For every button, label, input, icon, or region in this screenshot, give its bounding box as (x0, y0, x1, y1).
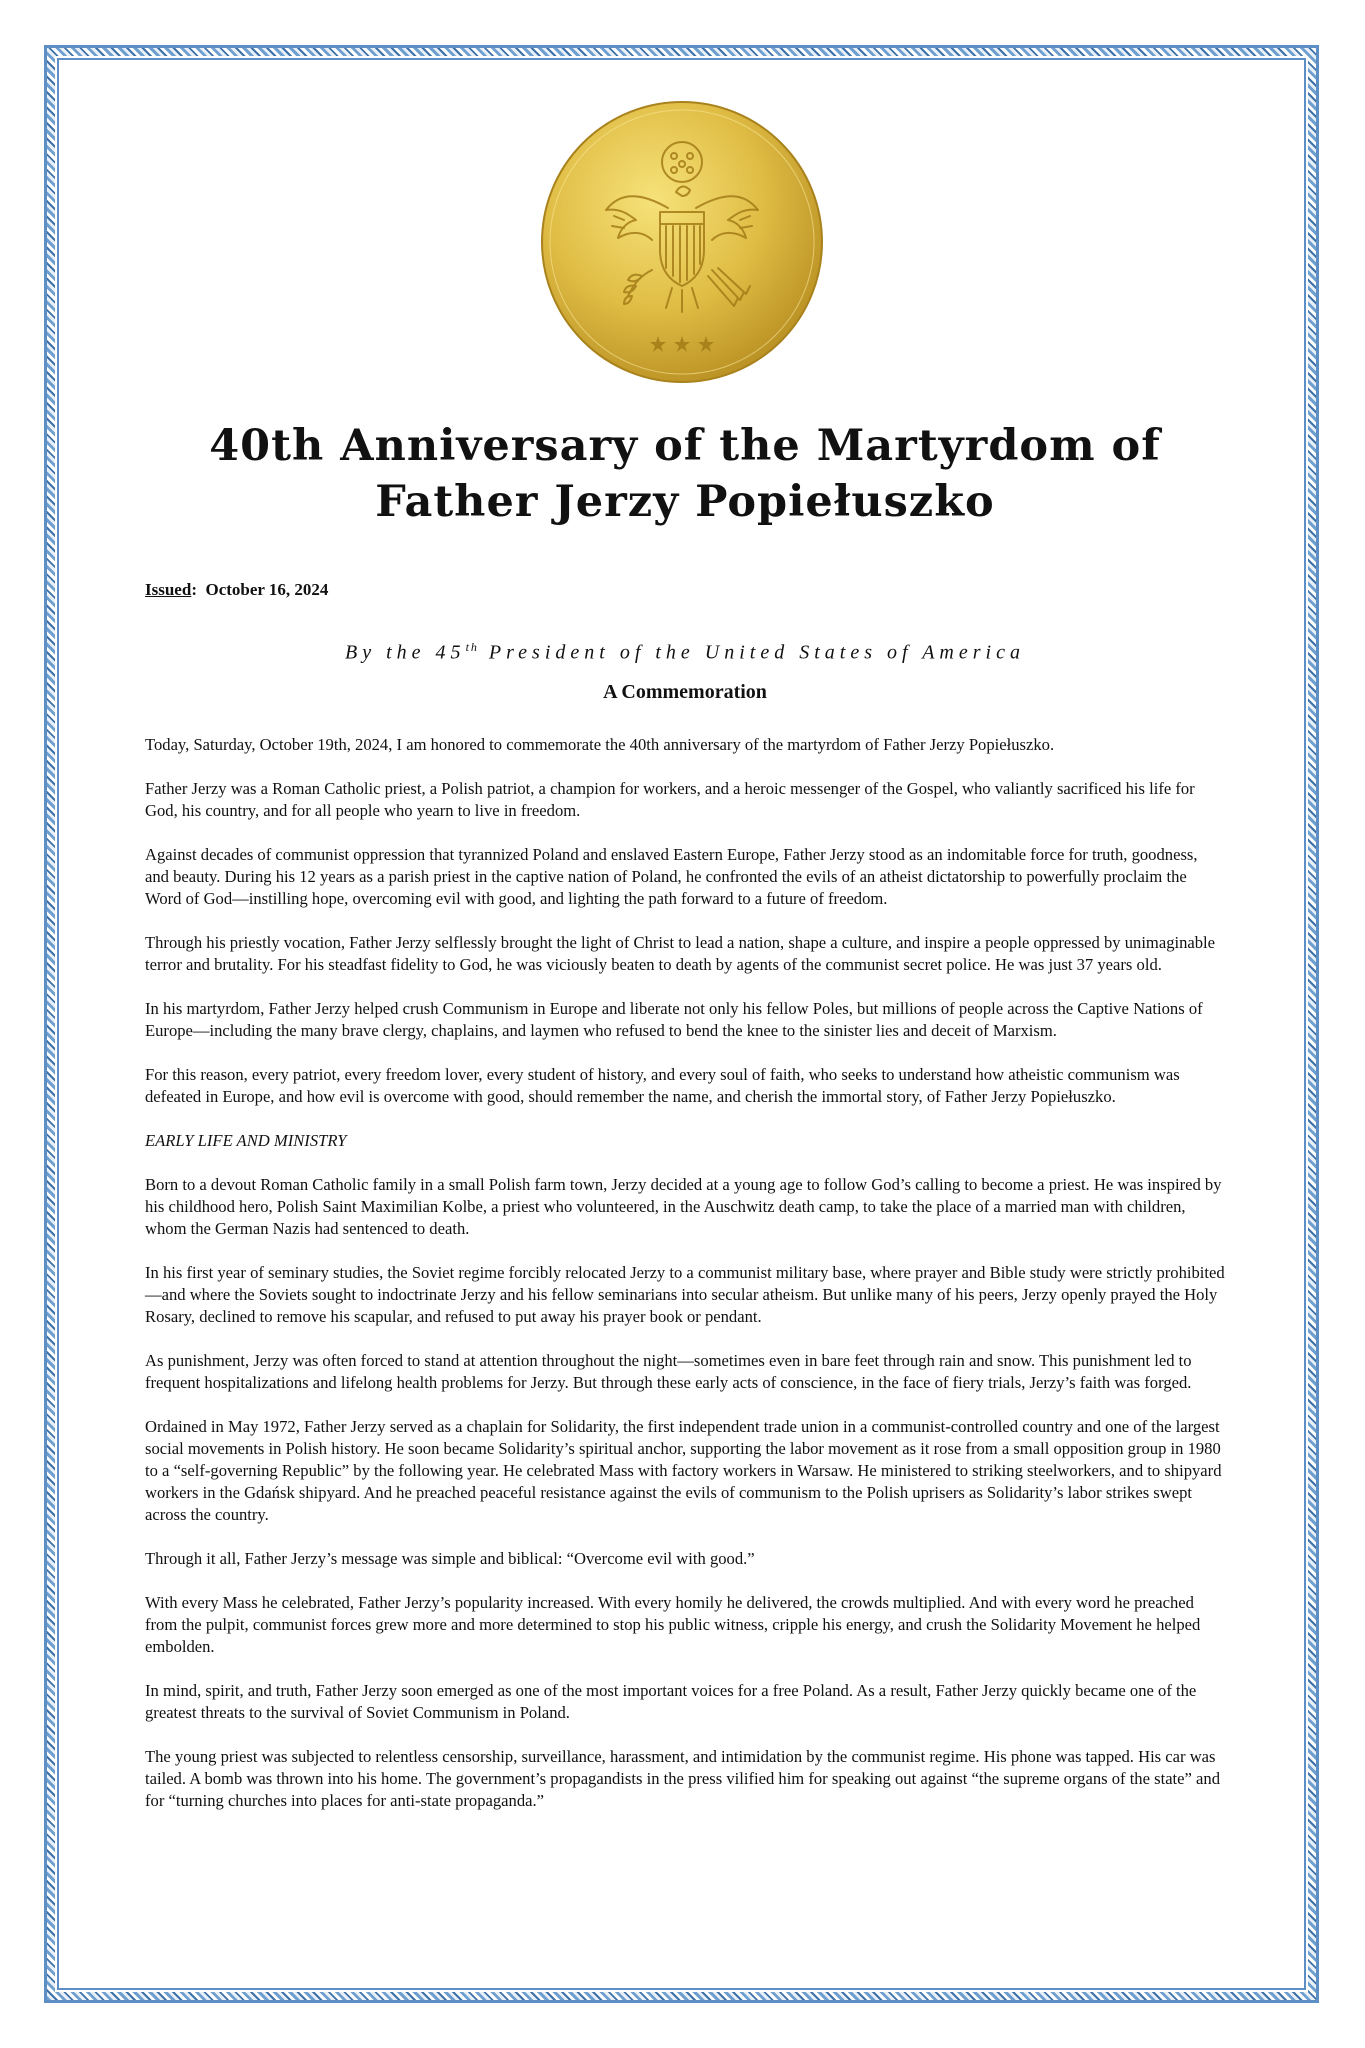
paragraph: Against decades of communist oppression that tyrannized Poland and enslaved Eastern Europe, Father Jerzy stood as an indomitable force for truth, goodness, and beauty. During his 12 years as a parish priest in the captive nation of Poland, he confronted the evils of an atheist dictatorship to powerfully proclaim the Word of God—instilling hope, overcoming evil with good, and lighting the path forward to a future of freedom. (145, 844, 1198, 908)
paragraph: Through it all, Father Jerzy’s message was simple and biblical: “Overcome evil with good.” (145, 1548, 755, 1568)
page-title (145, 418, 1225, 530)
great-seal-eagle-icon (540, 100, 824, 384)
paragraph: In mind, spirit, and truth, Father Jerzy soon emerged as one of the most important voices for a free Poland. As a result, Father Jerzy quickly became one of the greatest threats to the survival of Soviet Communism in Poland. (145, 1680, 1197, 1722)
issued-date-line (145, 580, 1225, 600)
paragraph: Father Jerzy was a Roman Catholic priest, a Polish patriot, a champion for workers, and a heroic messenger of the Gospel, who valiantly sacrificed his life for God, his country, and for all people who yearn to live in freedom. (145, 778, 1195, 820)
body-text (145, 734, 1225, 1812)
paragraph: Born to a devout Roman Catholic family in a small Polish farm town, Jerzy decided at a young age to follow God’s calling to become a priest. He was inspired by his childhood hero, Polish Saint Maximilian Kolbe, a priest who volunteered, in the Auschwitz death camp, to take the place of a married man with children, whom the German Nazis had sentenced to death. (145, 1174, 1222, 1238)
paragraph: The young priest was subjected to relentless censorship, surveillance, harassment, and intimidation by the communist regime. His phone was tapped. His car was tailed. A bomb was thrown into his home. The government’s propagandists in the press vilified him for speaking out against “the supreme organs of the state” and for “turning churches into places for anti-state propaganda.” (145, 1746, 1221, 1810)
paragraph: With every Mass he celebrated, Father Jerzy’s popularity increased. With every homily he delivered, the crowds multiplied. And with every word he preached from the pulpit, communist forces grew more and more determined to stop his public witness, cripple his energy, and crush the Solidarity Movement he helped embolden. (145, 1592, 1201, 1656)
paragraph: In his martyrdom, Father Jerzy helped crush Communism in Europe and liberate not only his fellow Poles, but millions of people across the Captive Nations of Europe—including the many brave clergy, chaplains, and laymen who refused to bend the knee to the sinister lies and deceit of Marxism. (145, 998, 1203, 1040)
paragraph: Ordained in May 1972, Father Jerzy served as a chaplain for Solidarity, the first independent trade union in a communist-controlled country and one of the largest social movements in Polish history. He soon became Solidarity’s spiritual anchor, supporting the labor movement as it rose from a small opposition group in 1980 to a “self-governing Republic” by the following year. He celebrated Mass with factory workers in Warsaw. He ministered to striking steelworkers, and to shipyard workers in the Gdańsk shipyard. And he preached peaceful resistance against the evils of communism to the Polish uprisers as Solidarity’s labor strikes swept across the country. (145, 1416, 1222, 1524)
issued-date: October 16, 2024 (205, 580, 329, 599)
byline-before: By the 45 (345, 641, 466, 664)
paragraph: Through his priestly vocation, Father Jerzy selflessly brought the light of Christ to lead a nation, shape a culture, and inspire a people oppressed by unimaginable terror and brutality. For his steadfast fidelity to God, he was viciously beaten to death by agents of the communist secret police. He was just 37 years old. (145, 932, 1216, 974)
byline (145, 640, 1225, 665)
paragraph: As punishment, Jerzy was often forced to stand at attention throughout the night—sometimes even in bare feet through rain and snow. This punishment led to frequent hospitalizations and lifelong health problems for Jerzy. But through these early acts of conscience, in the face of fiery trials, Jerzy’s faith was forged. (145, 1350, 1192, 1392)
title-line-2: Father Jerzy Popiełuszko (375, 477, 995, 527)
document-heading: A Commemoration (603, 680, 767, 703)
byline-after: President of the United States of America (478, 641, 1025, 664)
section-heading: EARLY LIFE AND MINISTRY (145, 1130, 347, 1150)
paragraph: For this reason, every patriot, every freedom lover, every student of history, and every soul of faith, who seeks to understand how atheistic communism was defeated in Europe, and how evil is overcome with good, should remember the name, and cherish the immortal story, of Father Jerzy Popiełuszko. (145, 1064, 1180, 1106)
paragraph: Today, Saturday, October 19th, 2024, I am honored to commemorate the 40th anniversary of the martyrdom of Father Jerzy Popiełuszko. (145, 734, 1055, 754)
byline-superscript: th (465, 640, 479, 654)
document-body (145, 418, 1225, 1834)
paragraph: In his first year of seminary studies, the Soviet regime forcibly relocated Jerzy to a communist military base, where prayer and Bible study were strictly prohibited—and where the Soviets sought to indoctrinate Jerzy and his fellow seminarians into secular atheism. But unlike many of his peers, Jerzy openly prayed the Holy Rosary, declined to remove his scapular, and refused to put away his prayer book or pendant. (145, 1262, 1225, 1326)
title-line-1: 40th Anniversary of the Martyrdom of (209, 421, 1161, 471)
issued-label: Issued (145, 580, 192, 599)
issued-separator: : (191, 580, 197, 599)
